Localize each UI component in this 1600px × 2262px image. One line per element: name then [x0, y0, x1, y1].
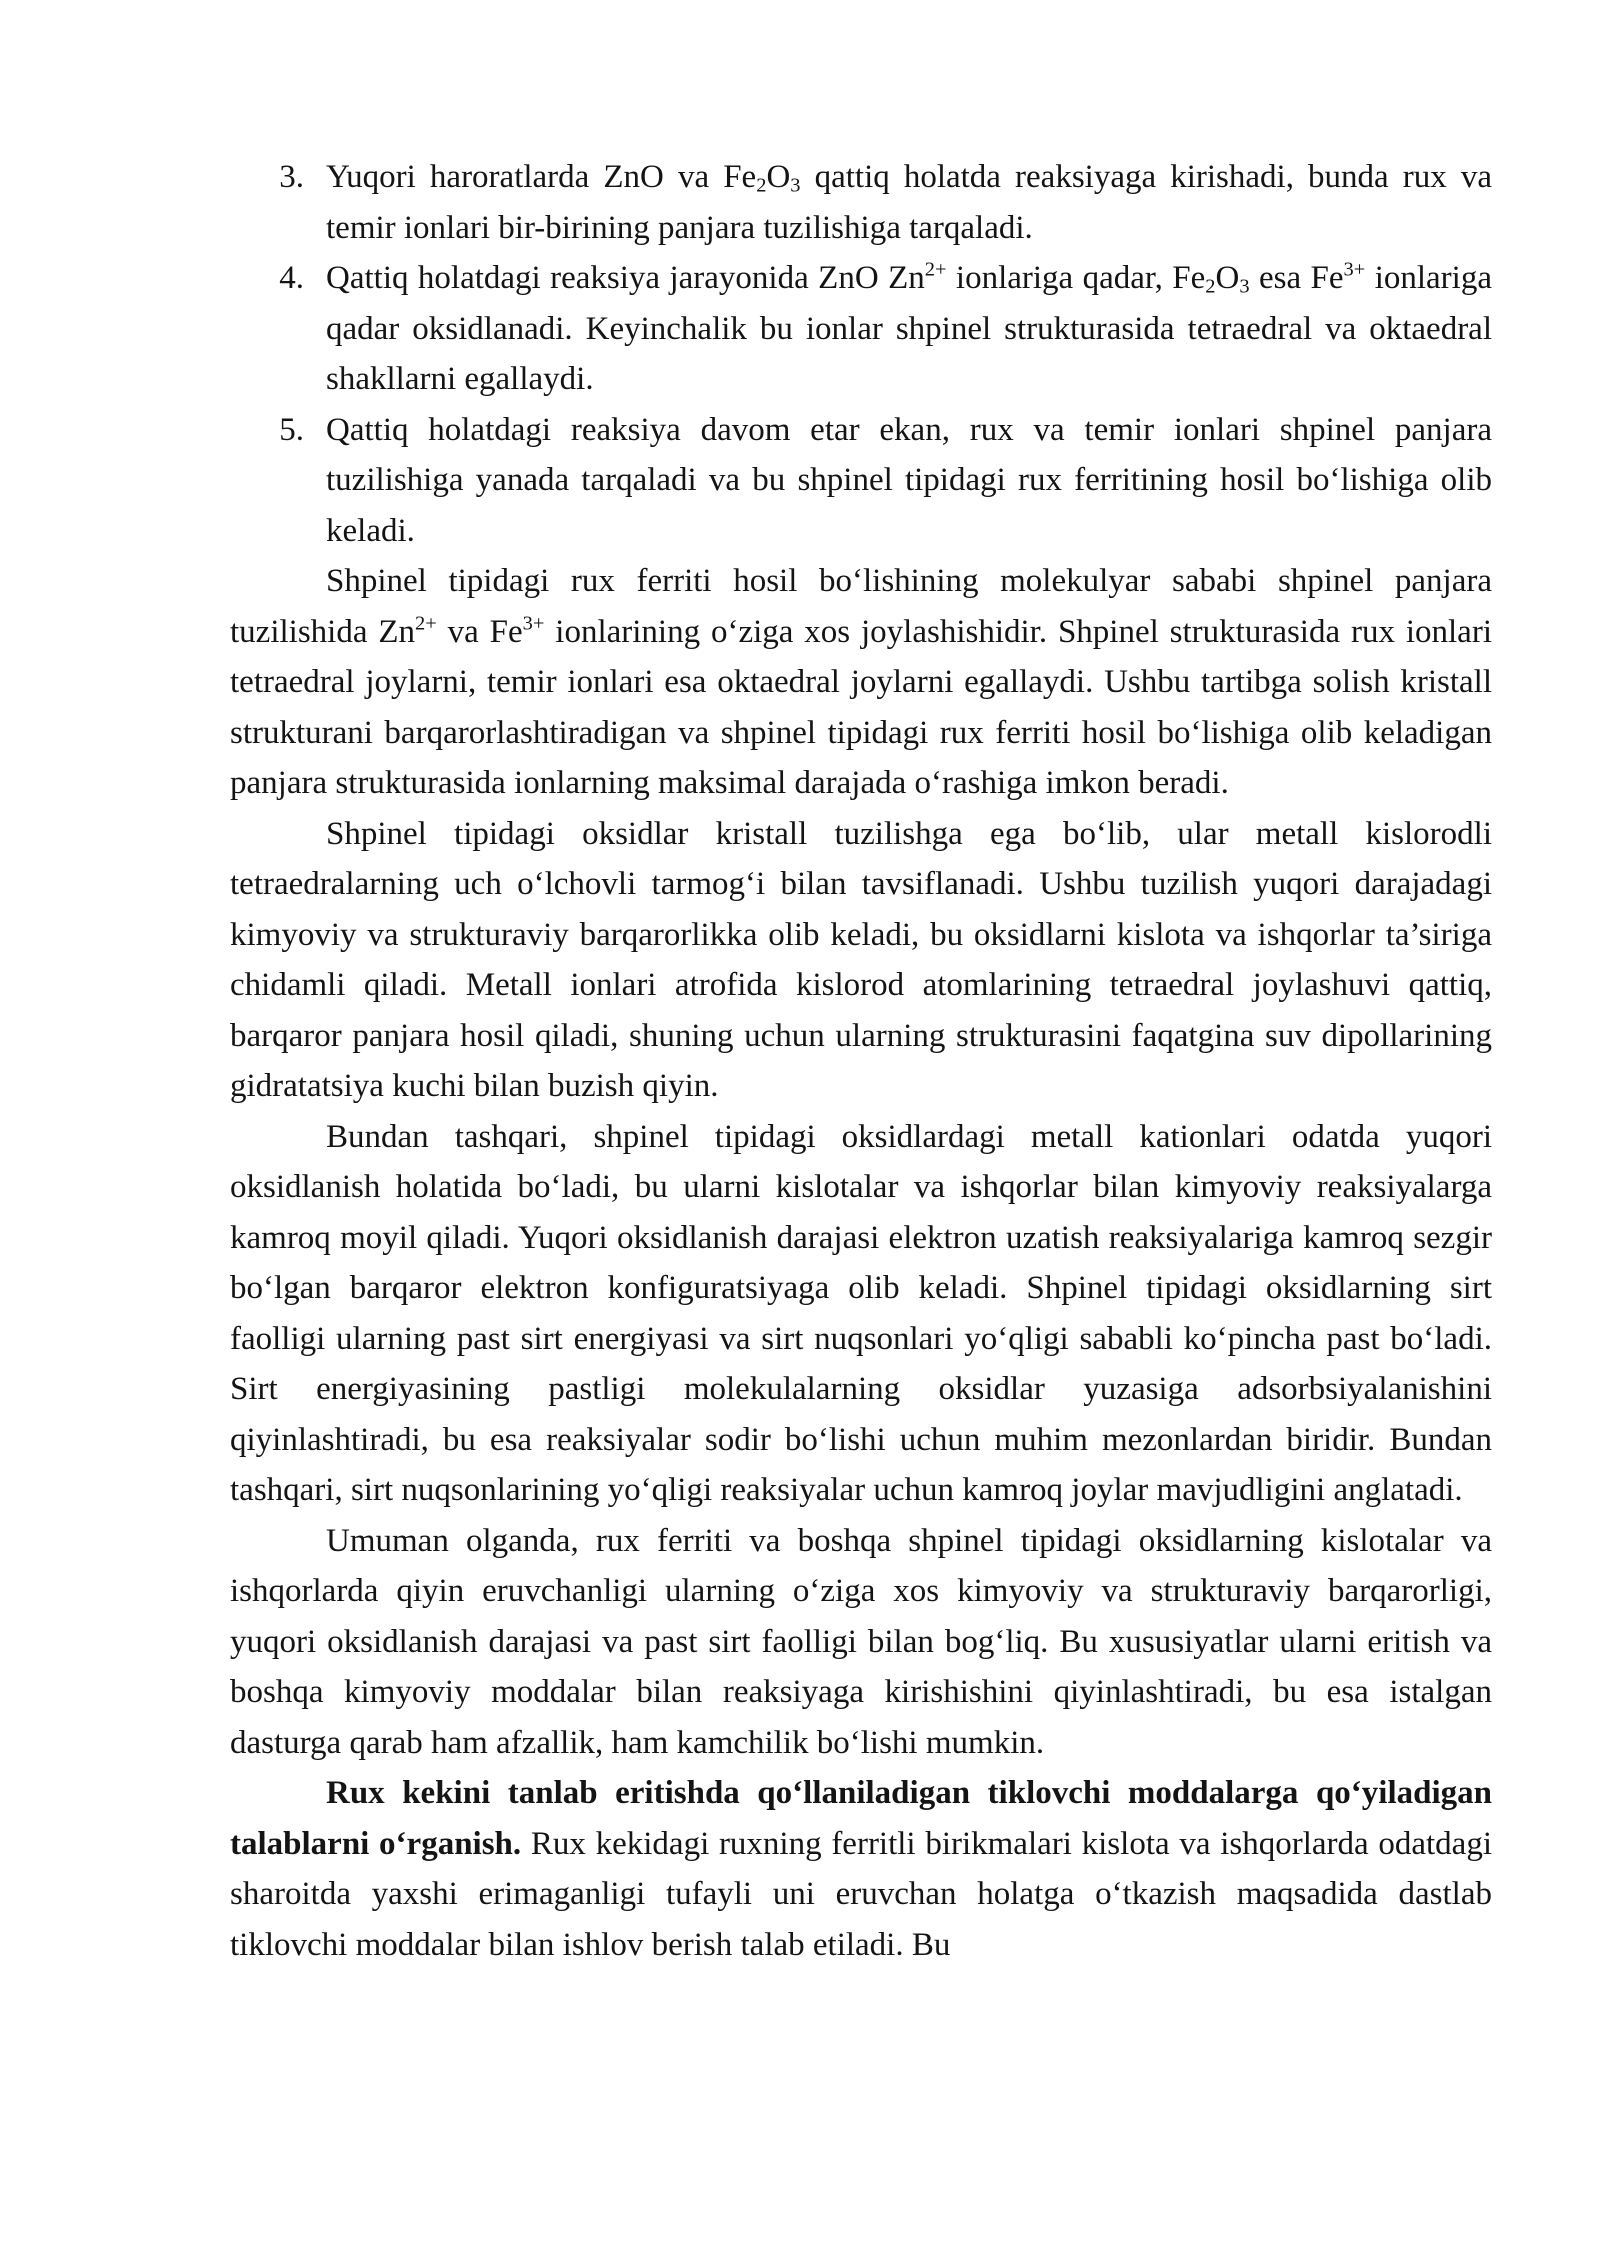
list-item-text [326, 152, 1492, 253]
list-item-number: 4. [279, 260, 304, 296]
list-item [230, 152, 1492, 253]
text-run: ionlariga qadar oksidlanadi. Keyinchalik bu ionlar shpinel strukturasida tetraedral va oktaedral shakllarni egallaydi. [326, 260, 1492, 397]
superscript: 2+ [924, 258, 947, 281]
superscript: 3+ [1343, 258, 1366, 281]
list-item-number: 5. [279, 411, 304, 448]
paragraph-spinel-formation [230, 556, 1492, 809]
text-run: esa Fe [1249, 260, 1344, 296]
text-run: ionlarining o‘ziga xos joylashishidir. Shpinel strukturasida rux ionlari tetraedral joylarni, temir ionlari esa oktaedral joylarni egallaydi. Ushbu tartibga solish kristall strukturani barqarorlashtiradigan va shpinel tipidagi rux ferriti hosil bo‘lishiga olib keladigan panjara strukturasida ionlarning maksimal darajada o‘rashiga imkon beradi. [230, 613, 1492, 801]
text-run: Rux kekidagi ruxning ferritli birikmalari kislota va ishqorlarda odatdagi sharoitda yaxshi erimaganligi tufayli uni eruvchan holatga o‘tkazish maqsadida dastlab tiklovchi moddalar bilan ishlov berish talab etiladi. Bu [230, 1825, 1492, 1963]
list-item-text [326, 405, 1492, 557]
paragraph-summary [230, 1516, 1492, 1769]
list-item [230, 405, 1492, 557]
text-run: Umuman olganda, rux ferriti va boshqa shpinel tipidagi oksidlarning kislotalar va ishqorlarda qiyin eruvchanligi ularning o‘ziga xos kimyoviy va strukturaviy barqarorligi, yuqori oksidlanish darajasi va past sirt faolligi bilan bog‘liq. Bu xususiyatlar ularni eritish va boshqa kimyoviy moddalar bilan reaksiyaga kirishishini qiyinlashtiradi, bu esa istalgan dasturga qarab ham afzallik, ham kamchilik bo‘lishi mumkin. [230, 1522, 1492, 1761]
text-run: O [1215, 260, 1240, 296]
text-run: Bundan tashqari, shpinel tipidagi oksidlardagi metall kationlari odatda yuqori oksidlanish holatida bo‘ladi, bu ularni kislotalar va ishqorlar bilan kimyoviy reaksiyalarga kamroq moyil qiladi. Yuqori oksidlanish darajasi elektron uzatish reaksiyalariga kamroq sezgir bo‘lgan barqaror elektron konfiguratsiyaga olib keladi. Shpinel tipidagi oksidlarning sirt faolligi ularning past sirt energiyasi va sirt nuqsonlari yo‘qligi sababli ko‘pincha past bo‘ladi. Sirt energiyasining pastligi molekulalarning oksidlar yuzasiga adsorbsiyalanishini qiyinlashtiradi, bu esa reaksiyalar sodir bo‘lishi uchun muhim mezonlardan biridir. Bundan tashqari, sirt nuqsonlarining yo‘qligi reaksiyalar uchun kamroq joylar mavjudligini anglatadi. [230, 1118, 1492, 1508]
list-item-text [326, 253, 1492, 405]
subscript: 2 [756, 174, 767, 197]
text-run: Qattiq holatdagi reaksiya davom etar ekan, rux va temir ionlari shpinel panjara tuzilishiga yanada tarqaladi va bu shpinel tipidagi rux ferritining hosil bo‘lishiga olib keladi. [326, 411, 1492, 549]
bold-heading: Rux kekini tanlab eritishda qo‘llaniladigan tiklovchi moddalarga qo‘yiladigan talablarni o‘rganish. [230, 1775, 1492, 1862]
document-page [230, 152, 1492, 1970]
list-item [230, 253, 1492, 405]
text-run: ionlariga qadar, Fe [946, 260, 1206, 296]
text-run: Shpinel tipidagi oksidlar kristall tuzilishga ega bo‘lib, ular metall kislorodli tetraedralarning uch o‘lchovli tarmog‘i bilan tavsiflanadi. Ushbu tuzilish yuqori darajadagi kimyoviy va strukturaviy barqarorlikka olib keladi, bu oksidlarni kislota va ishqorlar ta’siriga chidamli qiladi. Metall ionlari atrofida kislorod atomlarining tetraedral joylashuvi qattiq, barqaror panjara hosil qiladi, shuning uchun ularning strukturasini faqatgina suv dipollarining gidratatsiya kuchi bilan buzish qiyin. [230, 815, 1492, 1104]
subscript: 2 [1205, 275, 1216, 298]
text-run: O [766, 159, 791, 195]
text-run: Shpinel tipidagi rux ferriti hosil bo‘lishining molekulyar sababi shpinel panjara tuzilishida Zn [230, 563, 1492, 650]
superscript: 3+ [522, 611, 545, 634]
text-run: qattiq holatda reaksiyaga kirishadi, bunda rux va temir ionlari bir-birining panjara tuzilishiga tarqaladi. [326, 159, 1492, 246]
subscript: 3 [1239, 275, 1250, 298]
list-item-number: 3. [279, 159, 304, 195]
paragraph-spinel-structure [230, 809, 1492, 1112]
text-run: va Fe [436, 613, 523, 650]
numbered-list [230, 152, 1492, 556]
subscript: 3 [790, 174, 801, 197]
paragraph-section-heading-intro [230, 1768, 1492, 1970]
text-run: Qattiq holatdagi reaksiya jarayonida ZnO Zn [326, 260, 925, 296]
paragraph-oxidation-state [230, 1112, 1492, 1516]
superscript: 2+ [415, 611, 437, 634]
text-run: Yuqori haroratlarda ZnO va Fe [326, 159, 757, 195]
